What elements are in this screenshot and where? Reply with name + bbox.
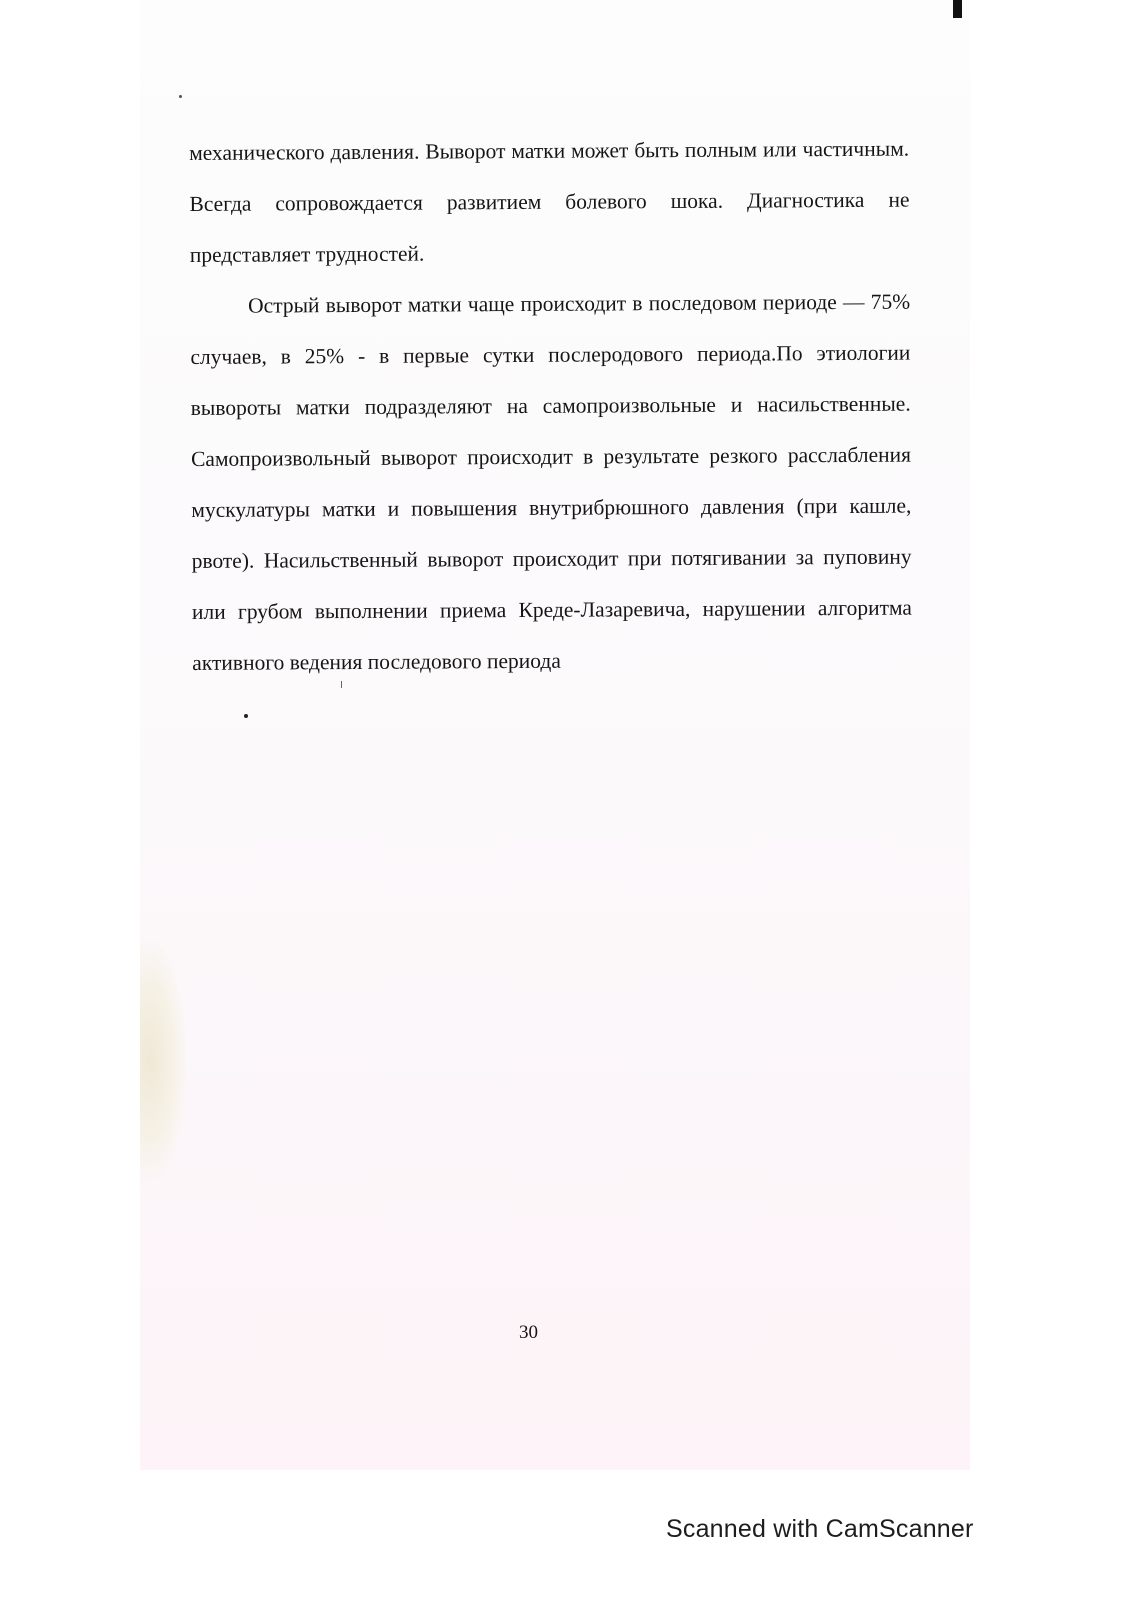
corner-scan-mark (953, 0, 962, 18)
body-text (189, 124, 912, 689)
scan-speck (244, 714, 248, 718)
page-number: 30 (519, 1322, 538, 1343)
page-edge-shadow (140, 940, 186, 1180)
paragraph-continuation: механического давления. Выворот матки может быть полным или частичным. Всегда сопровождается развитием болевого шока. Диагностика не представляет трудностей. (189, 136, 910, 267)
camscanner-watermark: Scanned with CamScanner (666, 1515, 974, 1543)
paragraph-acute-inversion: Острый выворот матки чаще происходит в последовом периоде — 75% случаев, в 25% - в первые сутки послеродового периода.По этиологии вывороты матки подразделяют на самопроизвольные и насильственные. Самопроизвольный выворот происходит в результате резкого расслабления мускулатуры матки и повышения внутрибрюшного давления (при кашле, рвоте). Насильственный выворот происходит при потягивании за пуповину или грубом выполнении приема Креде-Лазаревича, нарушении алгоритма активного ведения последового периода (190, 289, 913, 675)
scan-speck (179, 95, 182, 98)
